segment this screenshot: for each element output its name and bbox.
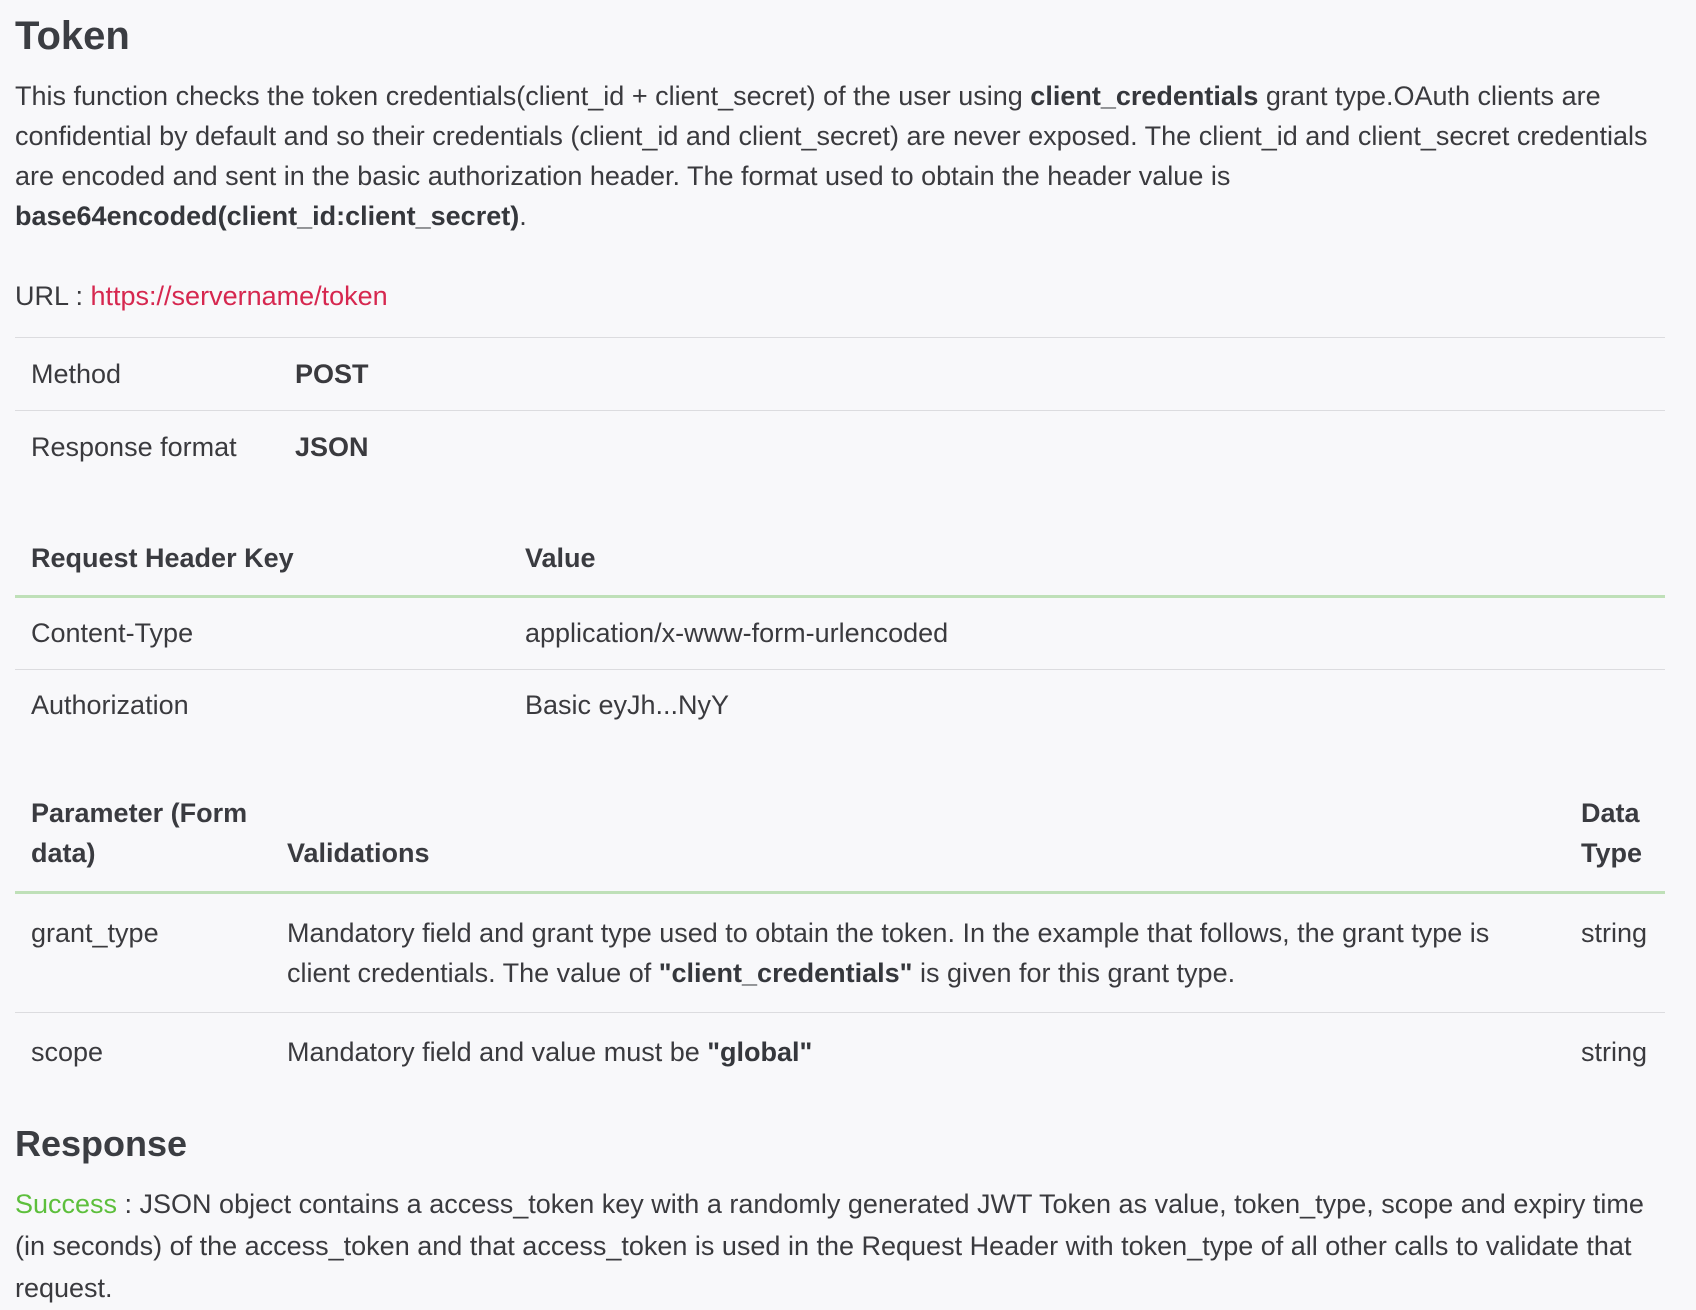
url-link[interactable]: https://servername/token bbox=[90, 281, 388, 311]
url-label: URL : bbox=[15, 281, 91, 311]
param-name-cell: grant_type bbox=[31, 918, 159, 948]
param-validation-cell bbox=[271, 1013, 1565, 1092]
table-row bbox=[15, 893, 1665, 1013]
column-header-key: Request Header Key bbox=[15, 523, 509, 596]
intro-text-2: grant type.OAuth clients are confidential by default and so their credentials (client_id and client_secret) are never exposed. The client_id and client_secret credentials are encoded and sent in the basic authorization header. The format used to obtain the header value is bbox=[15, 81, 1648, 191]
success-description: : JSON object contains a access_token key with a randomly generated JWT Token as value, token_type, scope and expiry time (in seconds) of the access_token and that access_token is used in the Request Header with token_type of all other calls to validate that request. bbox=[15, 1189, 1644, 1303]
table-row bbox=[15, 411, 1665, 484]
validation-bold: "global" bbox=[707, 1037, 813, 1067]
param-name-cell: scope bbox=[31, 1037, 104, 1067]
meta-key: Response format bbox=[31, 431, 237, 462]
intro-bold-grant-type: client_credentials bbox=[1030, 81, 1259, 111]
intro-bold-format: base64encoded(client_id:client_secret) bbox=[15, 201, 520, 231]
request-header-table bbox=[15, 523, 1665, 742]
response-heading: Response bbox=[15, 1123, 188, 1164]
url-line bbox=[15, 276, 1675, 316]
header-value-cell: Basic eyJh...NyY bbox=[525, 690, 730, 721]
validation-bold: "client_credentials" bbox=[658, 958, 913, 988]
meta-value: JSON bbox=[295, 431, 369, 462]
table-header-row bbox=[15, 523, 1665, 596]
page-title: Token bbox=[15, 14, 130, 58]
meta-table bbox=[15, 337, 1665, 484]
intro-text-3: . bbox=[519, 201, 527, 231]
intro-paragraph bbox=[15, 76, 1675, 236]
column-header-value: Value bbox=[509, 523, 1665, 596]
intro-text-1: This function checks the token credentials(client_id + client_secret) of the user using bbox=[15, 81, 1031, 111]
param-type-cell: string bbox=[1581, 1037, 1648, 1067]
meta-value: POST bbox=[295, 358, 369, 389]
column-header-parameter: Parameter (Form data) bbox=[15, 793, 271, 893]
table-header-row bbox=[15, 793, 1665, 893]
validation-text: Mandatory field and grant type used to obtain the token. In the example that follows, the grant type is client credentials. The value of bbox=[287, 918, 1490, 988]
table-row bbox=[15, 596, 1665, 669]
header-key-cell: Authorization bbox=[31, 690, 189, 721]
meta-key: Method bbox=[31, 358, 122, 389]
response-success-paragraph bbox=[15, 1183, 1675, 1309]
param-validation-cell bbox=[271, 893, 1565, 1013]
table-row bbox=[15, 338, 1665, 411]
header-value-cell: application/x-www-form-urlencoded bbox=[525, 617, 949, 648]
header-key-cell: Content-Type bbox=[31, 617, 194, 648]
param-type-cell: string bbox=[1581, 918, 1648, 948]
validation-text-end: is given for this grant type. bbox=[912, 958, 1236, 988]
parameter-table bbox=[15, 793, 1665, 1091]
table-row bbox=[15, 669, 1665, 742]
success-label: Success bbox=[15, 1189, 118, 1219]
column-header-data-type: Data Type bbox=[1565, 793, 1665, 893]
column-header-validations: Validations bbox=[271, 793, 1565, 893]
validation-text: Mandatory field and value must be bbox=[287, 1037, 708, 1067]
table-row bbox=[15, 1013, 1665, 1092]
